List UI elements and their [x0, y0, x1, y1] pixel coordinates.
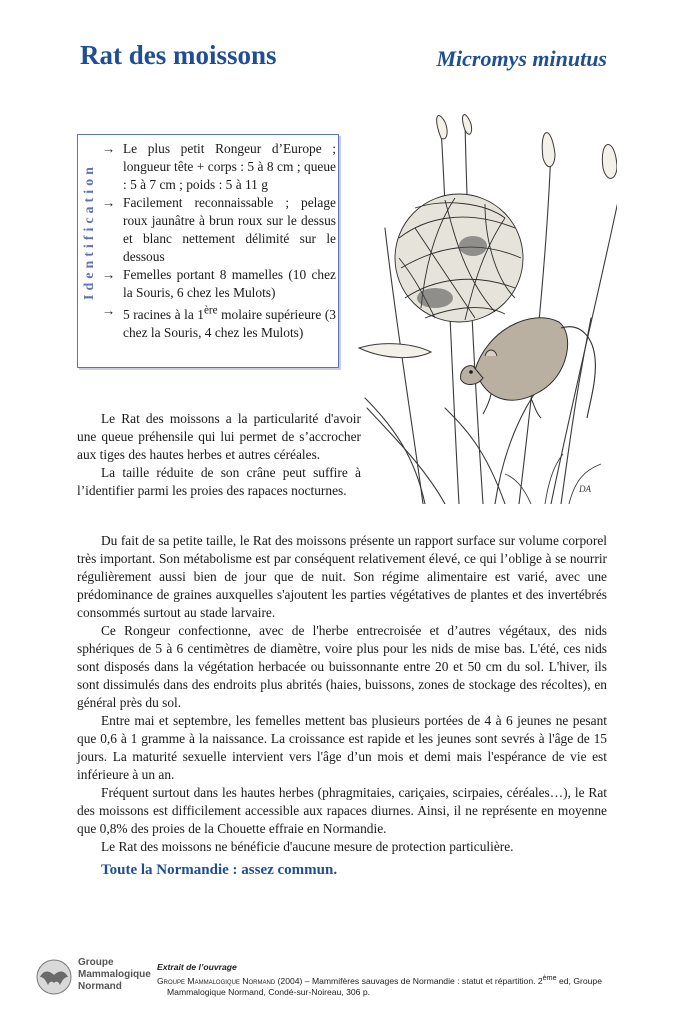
identification-item: [102, 140, 336, 194]
body-paragraph: Entre mai et septembre, les femelles mettent bas plusieurs portées de 4 à 6 jeunes ne pesant que 0,6 à 1 gramme à la naissance. La croissance est rapide et les jeunes sont sevrés à l'âge de 15 jours. La maturité sexuelle intervient vers l'âge d’un mois et demi mais l'espérance de vie est inférieure à un an.: [77, 713, 607, 782]
identification-item: [102, 194, 336, 266]
body-paragraph: Du fait de sa petite taille, le Rat des moissons présente un rapport surface sur volume corporel très important. Son métabolisme est par conséquent relativement élevé, ce qui l’oblige à se nourrir régulièrement aussi bien de jour que de nuit. Son régime alimentaire est varié, avec une prédominance de graines auxquelles s'ajoutent les parties végétatives de plantes et des invertébrés consommés surtout au stade larvaire.: [77, 533, 607, 620]
identification-item-text: Facilement reconnaissable ; pelage roux jaunâtre à brun roux sur le dessus et blanc nettement délimité sur le dessous: [123, 195, 336, 264]
footer-edition-sup: ème: [542, 974, 557, 982]
citation-footer: [157, 962, 647, 998]
intro-paragraph: Le Rat des moissons a la particularité d'avoir une queue préhensile qui lui permet de s’accrocher aux tiges des hautes herbes et autres céréales.: [77, 411, 361, 462]
footer-reference: [157, 973, 647, 987]
identification-item-text: Femelles portant 8 mamelles (10 chez la Souris, 6 chez les Mulots): [123, 267, 336, 300]
body-paragraph: Le Rat des moissons ne bénéficie d'aucune mesure de protection particulière.: [101, 839, 514, 854]
grass-stem: [367, 408, 445, 504]
footer-reference-line2: Mammalogique Normand, Condé-sur-Noireau, 306 p.: [167, 986, 371, 997]
molar-text-after: molaire supérieure (3 chez la Souris, 4 chez les Mulots): [123, 307, 336, 341]
illustration-signature: DA: [579, 484, 591, 494]
footer-extrait: Extrait de l’ouvrage: [157, 962, 237, 972]
latin-name: Micromys minutus: [436, 46, 607, 71]
bat-logo-icon: [37, 960, 71, 994]
identification-item-text: Le plus petit Rongeur d’Europe ; longueur tête + corps : 5 à 8 cm ; queue : 5 à 7 cm ; poids : 5 à 11 g: [123, 141, 336, 192]
seed-head: [437, 115, 447, 138]
seed-head: [463, 115, 472, 135]
identification-item: [102, 266, 336, 302]
grass-nest: [395, 194, 523, 322]
identification-item-text: [123, 307, 336, 340]
intro-section: [77, 410, 361, 500]
mouse-figure: [461, 318, 596, 418]
seed-head: [542, 133, 555, 167]
identification-list: [102, 140, 336, 342]
body-paragraph: Fréquent surtout dans les hautes herbes (phragmitaies, cariçaies, scirpaies, céréales…), le Rat des moissons est difficilement accessible aux rapaces diurnes. Ainsi, il ne représente en moyenne que 0,8% des proies de la Chouette effraie en Normandie.: [77, 785, 607, 836]
logo-line: Mammalogique: [78, 969, 151, 980]
harvest-mouse-illustration: [355, 108, 617, 504]
logo-line: Normand: [78, 981, 122, 992]
arrow-right-icon: →: [102, 303, 116, 318]
arrow-right-icon: →: [102, 267, 116, 282]
body-paragraph: Ce Rongeur confectionne, avec de l'herbe entrecroisée et d’autres végétaux, des nids sphériques de 5 à 6 centimètres de diamètre, voire plus pour les nids de mise bas. L'été, ces nids sont disposés dans la végétation herbacée ou buissonnante entre 20 et 50 cm du sol. L'hiver, ils sont dissimulés dans des endroits plus abrités (haies, buissons, zones de stockage des récoltes), en général près du sol.: [77, 623, 607, 710]
seed-head: [359, 344, 431, 358]
logo-wordmark: [78, 957, 151, 993]
arrow-right-icon: →: [102, 141, 116, 156]
distribution-status: Toute la Normandie : assez commun.: [101, 862, 338, 878]
identification-item: [102, 302, 336, 342]
seed-head: [602, 144, 617, 178]
grass-leaf: [445, 408, 505, 504]
molar-superscript: ère: [203, 305, 218, 317]
molar-text-before: 5 racines à la 1: [123, 307, 204, 323]
arrow-right-icon: →: [102, 195, 116, 210]
footer-author: Groupe Mammalogique Normand: [157, 975, 276, 986]
page-title: Rat des moissons: [80, 40, 277, 70]
logo-line: Groupe: [78, 957, 114, 968]
identification-label: Identification: [82, 163, 97, 300]
intro-paragraph: La taille réduite de son crâne peut suffire à l’identifier parmi les proies des rapaces nocturnes.: [77, 465, 361, 498]
body-section: [77, 532, 607, 856]
footer-ref-text: (2004) – Mammifères sauvages de Normandie : statut et répartition. 2: [275, 975, 543, 986]
footer-ref-after: ed, Groupe: [556, 975, 602, 986]
